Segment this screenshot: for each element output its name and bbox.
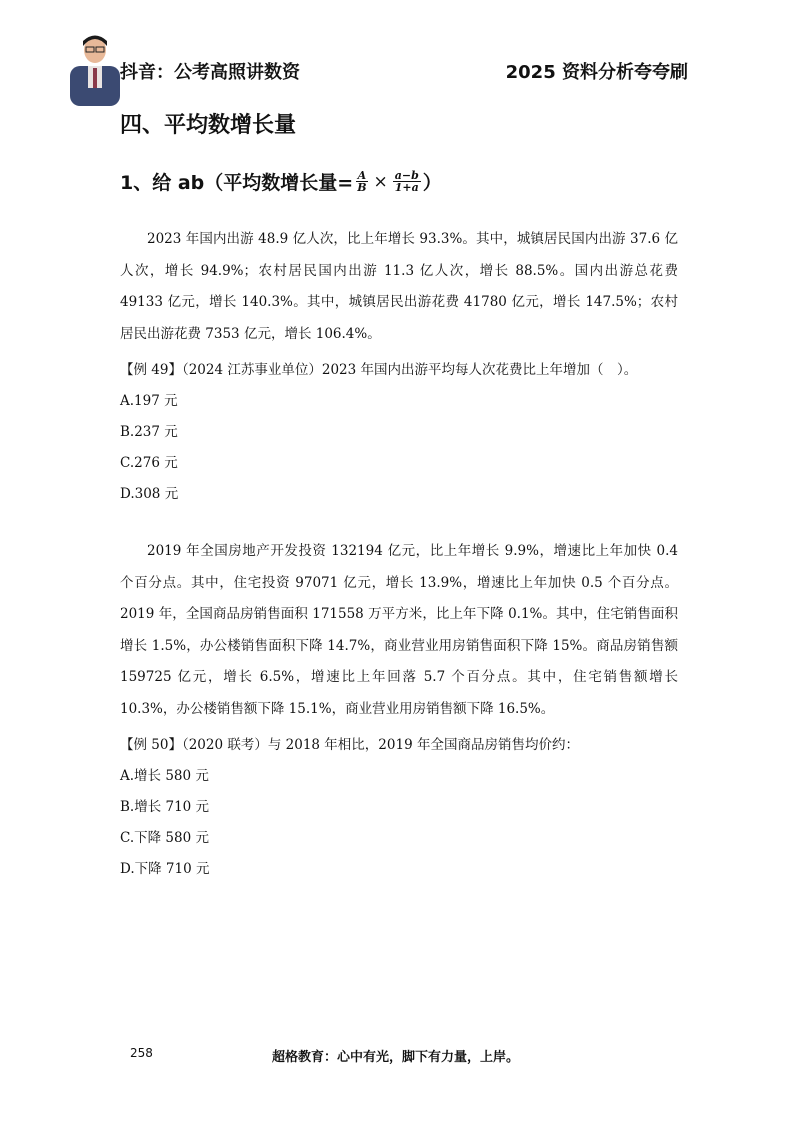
subtitle-prefix: 1、给 ab（平均数增长量= [120,172,354,194]
question-50-option-d: D.下降 710 元 [120,861,210,877]
section-title: 四、平均数增长量 [120,113,297,138]
times-symbol: × [373,171,388,192]
presenter-avatar [66,30,124,106]
question-50-stem: 【例 50】（2020 联考）与 2018 年相比，2019 年全国商品房销售均价约： [120,737,579,753]
passage-tourism: 2023 年国内出游 48.9 亿人次，比上年增长 93.3%。其中，城镇居民国内出游 37.6 亿人次，增长 94.9%；农村居民国内出游 11.3 亿人次，增长 88.5%。国内出游总花费 49133 亿元，增长 140.3%。其中，城镇居民出游花费 41780 亿元，增长 147.5%；农村居民出游花费 7353 亿元，增长 106.4%。 [120,231,678,342]
fraction-numerator: a−b [394,169,419,182]
footer-motto: 超格教育：心中有光，脚下有力量，上岸。 [272,1050,520,1065]
header-book-title: 2025 资料分析夸夸刷 [505,62,688,83]
question-50-option-c: C.下降 580 元 [120,830,209,846]
question-49-option-b: B.237 元 [120,424,178,440]
question-49-stem: 【例 49】（2024 江苏事业单位）2023 年国内出游平均每人次花费比上年增加（ ）。 [120,362,638,378]
question-50-option-b: B.增长 710 元 [120,799,210,815]
fraction-a-over-b [355,170,368,193]
subtitle-suffix: ） [422,172,442,194]
passage-real-estate: 2019 年全国房地产开发投资 132194 亿元，比上年增长 9.9%，增速比上年加快 0.4 个百分点。其中，住宅投资 97071 亿元，增长 13.9%，增速比上年加快 0.5 个百分点。2019 年，全国商品房销售面积 171558 万平方米，比上年下降 0.1%。其中，住宅销售面积增长 1.5%，办公楼销售面积下降 14.7%，商业营业用房销售面积下降 15%。商品房销售额 159725 亿元，增长 6.5%，增速比上年回落 5.7 个百分点。其中，住宅销售额增长 10.3%，办公楼销售额下降 15.1%，商业营业用房销售额下降 16.5%。 [120,543,678,717]
fraction-denominator: 1+a [394,181,419,194]
question-50-option-a: A.增长 580 元 [120,768,209,784]
formula-subtitle [120,168,442,195]
fraction-numerator: A [357,169,367,182]
question-49-option-c: C.276 元 [120,455,178,471]
page-number: 258 [130,1046,153,1060]
question-49-option-a: A.197 元 [120,393,178,409]
fraction-growth [393,170,421,193]
fraction-denominator: B [357,181,367,194]
question-49-option-d: D.308 元 [120,486,179,502]
header-channel: 抖音：公考高照讲数资 [120,62,300,83]
